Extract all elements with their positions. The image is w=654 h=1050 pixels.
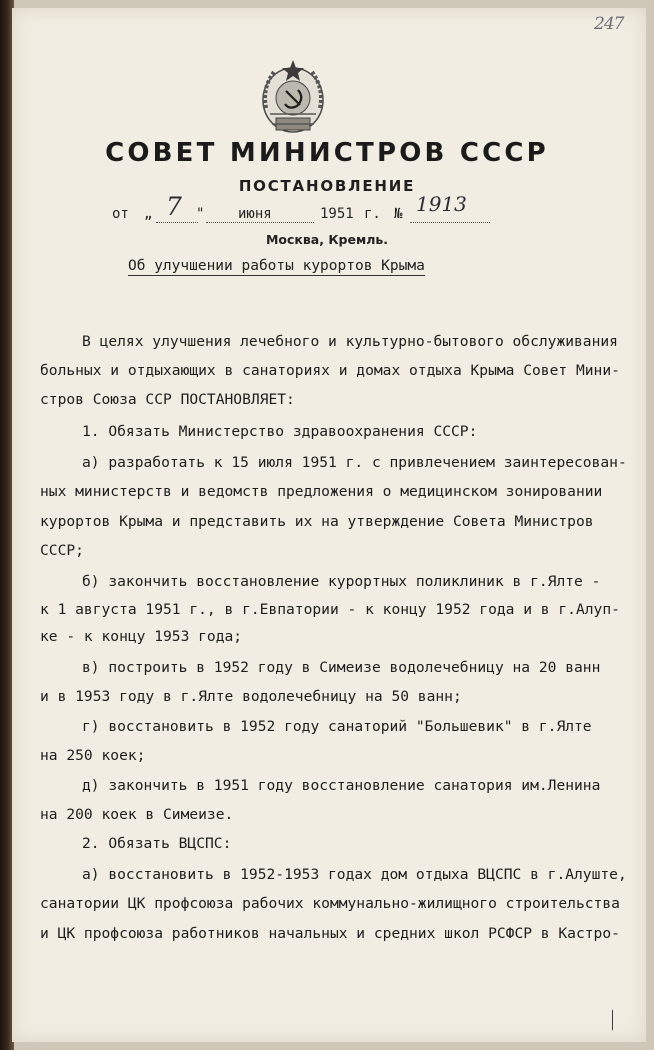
archive-page-number: 247 xyxy=(594,14,624,34)
year-suffix: г. xyxy=(364,206,381,222)
body-line: санатории ЦК профсоюза рабочих коммунально-жилищного строительства xyxy=(40,895,620,912)
document-subject: Об улучшении работы курортов Крыма xyxy=(128,258,425,274)
body-line: 2. Обязать ВЦСПС: xyxy=(82,835,232,852)
body-line: а) разработать к 15 июля 1951 г. с привлечением заинтересован- xyxy=(82,454,627,471)
document-type-heading: ПОСТАНОВЛЕНИЕ xyxy=(238,177,416,195)
handwritten-number: 1913 xyxy=(416,192,467,216)
body-line: в) построить в 1952 году в Симеизе водолечебницу на 20 ванн xyxy=(82,659,601,676)
number-sign: № xyxy=(394,206,403,222)
body-line: СССР; xyxy=(40,542,84,559)
body-line: к 1 августа 1951 г., в г.Евпатории - к концу 1952 года и в г.Алуп- xyxy=(40,601,620,618)
body-line: на 250 коек; xyxy=(40,747,146,764)
body-line: В целях улучшения лечебного и культурно-бытового обслуживания xyxy=(82,333,618,350)
body-line: ных министерств и ведомств предложения о медицинском зонировании xyxy=(40,483,603,500)
date-prefix: от xyxy=(112,206,129,222)
margin-mark xyxy=(612,1010,613,1030)
body-line: б) закончить восстановление курортных поликлиник в г.Ялте - xyxy=(82,573,601,590)
date-year: 1951 xyxy=(320,206,354,222)
body-line: а) восстановить в 1952-1953 годах дом отдыха ВЦСПС в г.Алуште, xyxy=(82,866,627,883)
council-heading: СОВЕТ МИНИСТРОВ СССР xyxy=(105,138,549,168)
body-line: и ЦК профсоюза работников начальных и средних школ РСФСР в Кастро- xyxy=(40,925,620,942)
place-line: Москва, Кремль. xyxy=(265,232,389,247)
body-line: г) восстановить в 1952 году санаторий "Большевик" в г.Ялте xyxy=(82,718,592,735)
close-quote: " xyxy=(196,206,205,222)
handwritten-day: 7 xyxy=(166,192,182,221)
body-line: ке - к концу 1953 года; xyxy=(40,628,243,645)
date-month: июня xyxy=(238,206,272,222)
open-quote: „ xyxy=(144,206,153,222)
body-line: больных и отдыхающих в санаториях и домах отдыха Крыма Совет Мини- xyxy=(40,362,620,379)
body-line: курортов Крыма и представить их на утверждение Совета Министров xyxy=(40,513,594,530)
body-line: д) закончить в 1951 году восстановление санатория им.Ленина xyxy=(82,777,601,794)
body-line: 1. Обязать Министерство здравоохранения СССР: xyxy=(82,423,478,440)
body-line: стров Союза ССР ПОСТАНОВЛЯЕТ: xyxy=(40,391,295,408)
body-line: на 200 коек в Симеизе. xyxy=(40,806,234,823)
body-line: и в 1953 году в г.Ялте водолечебницу на 50 ванн; xyxy=(40,688,462,705)
